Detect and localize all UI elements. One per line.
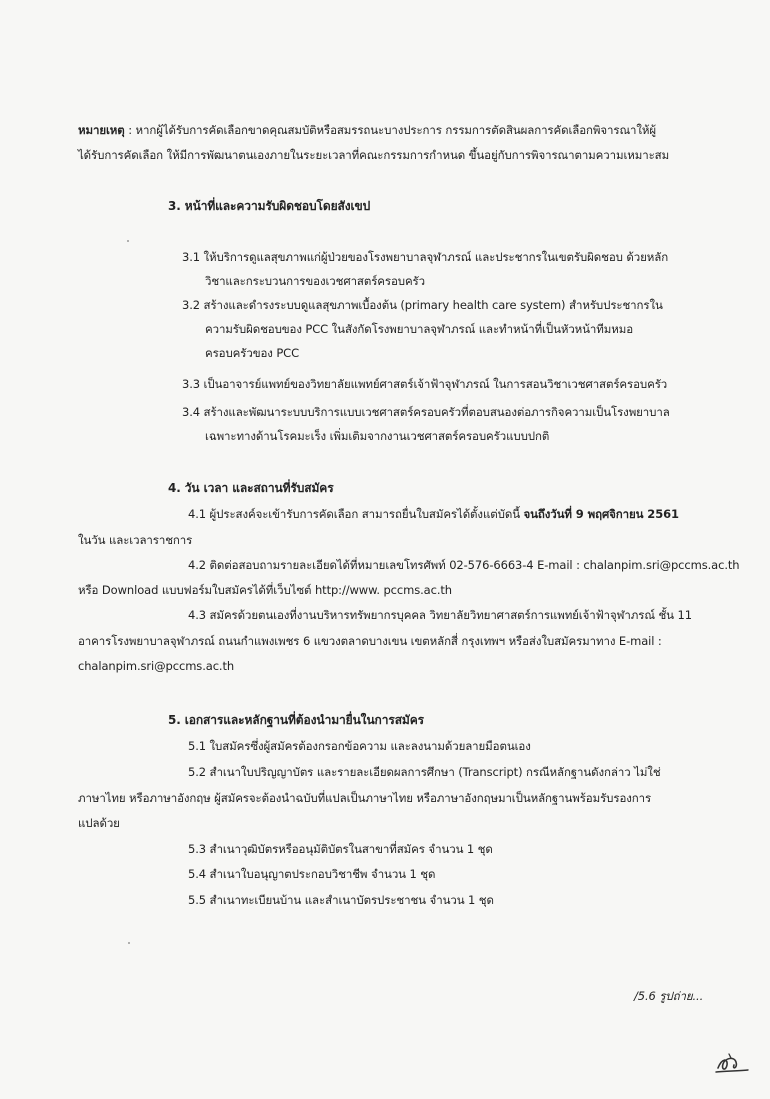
item-3-2-line-3: ครอบครัวของ PCC [205,346,300,360]
item-4-1-line-2: ในวัน และเวลาราชการ [78,533,193,547]
note-text-1: : หากผู้ได้รับการคัดเลือกขาดคุณสมบัติหรือสมรรถนะบางประการ กรรมการตัดสินผลการคัดเลือกพิจารณาให้ผู้ [124,123,657,137]
item-3-1-line-2: วิชาและกระบวนการของเวชศาสตร์ครอบครัว [205,274,425,288]
note-label: หมายเหตุ [78,123,125,137]
note-line-2: ได้รับการคัดเลือก ให้มีการพัฒนาตนเองภายในระยะเวลาที่คณะกรรมการกำหนด ขึ้นอยู่กับการพิจารณาตามความเหมาะสม [78,148,670,162]
item-4-3-line-1: 4.3 สมัครด้วยตนเองที่งานบริหารทรัพยากรบุคคล วิทยาลัยวิทยาศาสตร์การแพทย์เจ้าฟ้าจุฬาภรณ์ ชั้น 11 [188,608,692,622]
item-4-1-text: 4.1 ผู้ประสงค์จะเข้ารับการคัดเลือก สามารถยื่นใบสมัครได้ตั้งแต่บัดนี้ [188,507,524,521]
item-5-4: 5.4 สำเนาใบอนุญาตประกอบวิชาชีพ จำนวน 1 ชุด [188,867,436,881]
item-5-5: 5.5 สำเนาทะเบียนบ้าน และสำเนาบัตรประชาชน จำนวน 1 ชุด [188,893,494,907]
scan-speck [128,942,130,944]
section-3-heading: 3. หน้าที่และความรับผิดชอบโดยสังเขป [168,199,371,213]
item-3-4-line-1: 3.4 สร้างและพัฒนาระบบบริการแบบเวชศาสตร์ครอบครัวที่ตอบสนองต่อภารกิจความเป็นโรงพยาบาล [182,405,670,419]
item-3-2-line-1: 3.2 สร้างและดำรงระบบดูแลสุขภาพเบื้องต้น (primary health care system) สำหรับประชากรใน [182,298,663,312]
section-5-heading: 5. เอกสารและหลักฐานที่ต้องนำมายื่นในการสมัคร [168,713,425,727]
continuation-note: /5.6 รูปถ่าย... [634,989,704,1003]
item-4-1-line-1 [188,506,679,522]
item-5-2-line-3: แปลด้วย [78,816,120,830]
item-5-1: 5.1 ใบสมัครซึ่งผู้สมัครต้องกรอกข้อความ และลงนามด้วยลายมือตนเอง [188,739,531,753]
item-3-3: 3.3 เป็นอาจารย์แพทย์ของวิทยาลัยแพทย์ศาสตร์เจ้าฟ้าจุฬาภรณ์ ในการสอนวิชาเวชศาสตร์ครอบครัว [182,377,668,391]
item-4-2-line-1: 4.2 ติดต่อสอบถามรายละเอียดได้ที่หมายเลขโทรศัพท์ 02-576-6663-4 E-mail : chalanpim.sri@pccms.ac.th [188,558,740,572]
item-3-4-line-2: เฉพาะทางด้านโรคมะเร็ง เพิ่มเติมจากงานเวชศาสตร์ครอบครัวแบบปกติ [205,429,550,443]
item-3-2-line-2: ความรับผิดชอบของ PCC ในสังกัดโรงพยาบาลจุฬาภรณ์ และทำหน้าที่เป็นหัวหน้าทีมหมอ [205,322,634,336]
section-4-heading: 4. วัน เวลา และสถานที่รับสมัคร [168,481,334,495]
item-5-3: 5.3 สำเนาวุฒิบัตรหรืออนุมัติบัตรในสาขาที่สมัคร จำนวน 1 ชุด [188,842,493,856]
handwritten-initials [712,1050,752,1076]
note-line-1 [78,122,656,138]
item-4-3-line-3: chalanpim.sri@pccms.ac.th [78,659,235,673]
item-5-2-line-1: 5.2 สำเนาใบปริญญาบัตร และรายละเอียดผลการศึกษา (Transcript) กรณีหลักฐานดังกล่าว ไม่ใช่ [188,765,661,779]
item-5-2-line-2: ภาษาไทย หรือภาษาอังกฤษ ผู้สมัครจะต้องนำฉบับที่แปลเป็นภาษาไทย หรือภาษาอังกฤษมาเป็นหลักฐานพร้อมรับรองการ [78,791,652,805]
item-4-3-line-2: อาคารโรงพยาบาลจุฬาภรณ์ ถนนกำแพงเพชร 6 แขวงตลาดบางเขน เขตหลักสี่ กรุงเทพฯ หรือส่งใบสมัครมาทาง E-mail : [78,634,662,648]
item-3-1-line-1: 3.1 ให้บริการดูแลสุขภาพแก่ผู้ป่วยของโรงพยาบาลจุฬาภรณ์ และประชากรในเขตรับผิดชอบ ด้วยหลัก [182,250,669,264]
scan-speck [127,240,129,242]
item-4-2-line-2: หรือ Download แบบฟอร์มใบสมัครได้ที่เว็บไซต์ http://www. pccms.ac.th [78,583,452,597]
deadline-date: จนถึงวันที่ 9 พฤศจิกายน 2561 [523,507,679,521]
